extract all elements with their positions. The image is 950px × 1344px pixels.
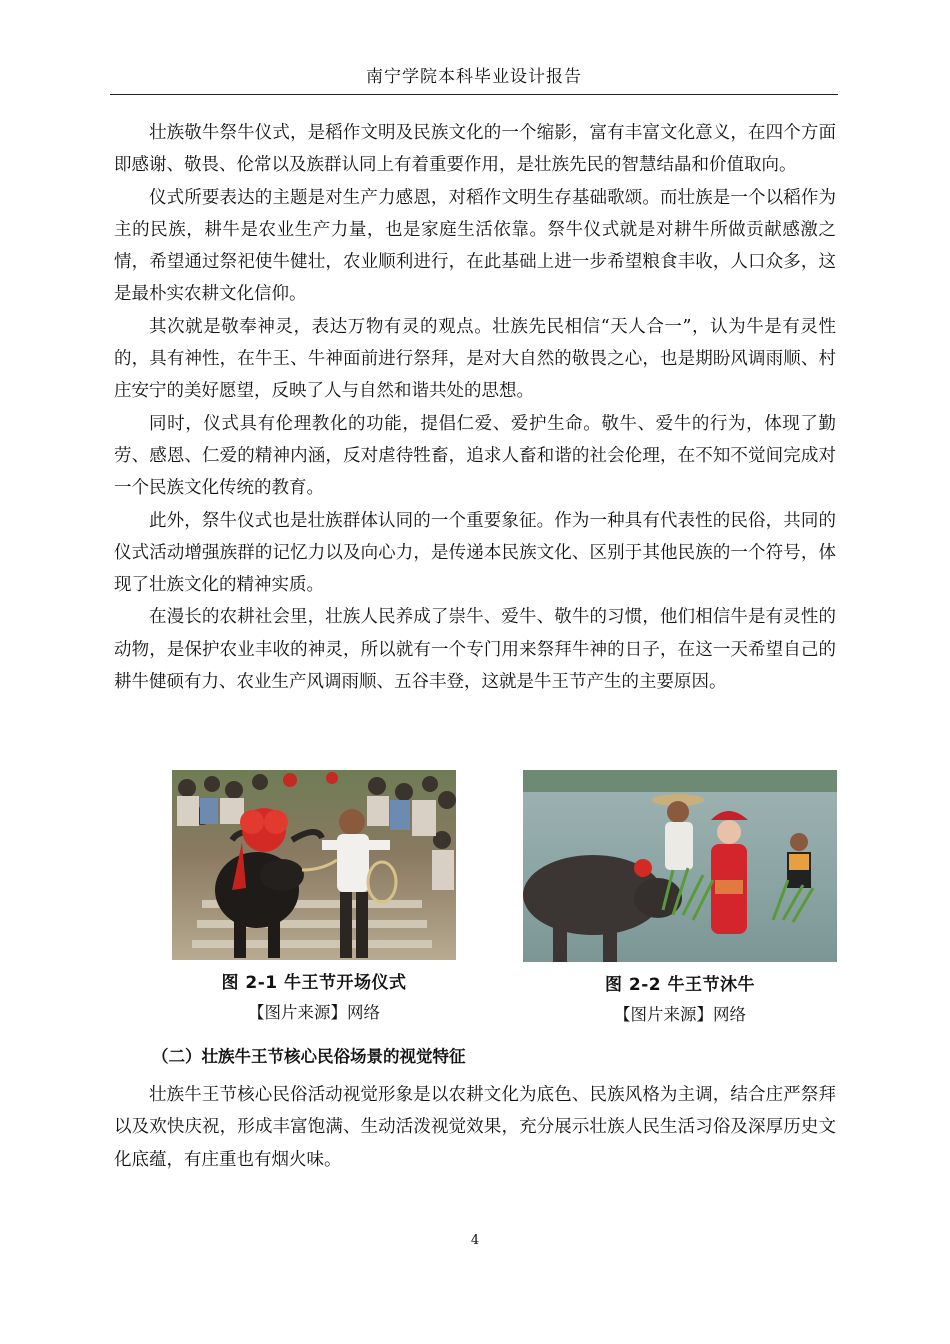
paragraph-2: 仪式所要表达的主题是对生产力感恩，对稻作文明生存基础歌颂。而壮族是一个以稻作为主的民族，耕牛是农业生产力量，也是家庭生活依靠。祭牛仪式就是对耕牛所做贡献感激之情，希望通过祭祀使牛健壮，农业顺利进行，在此基础上进一步希望粮食丰收，人口众多，这是最朴实农耕文化信仰。 [114,187,836,305]
page-number: 4 [470,1233,480,1248]
ox-king-opening-ceremony-photo [172,770,456,960]
paragraph-5: 此外，祭牛仪式也是壮族群体认同的一个重要象征。作为一种具有代表性的民俗，共同的仪式活动增强族群的记忆力以及向心力，是传递本民族文化、区别于其他民族的一个符号，体现了壮族文化的精神实质。 [114,510,836,596]
paragraph-1: 壮族敬牛祭牛仪式，是稻作文明及民族文化的一个缩影，富有丰富文化意义，在四个方面即感谢、敬畏、伦常以及族群认同上有着重要作用，是壮族先民的智慧结晶和价值取向。 [114,123,836,176]
header-divider [110,94,838,95]
body-text [114,117,836,698]
section-heading: （二）壮族牛王节核心民俗场景的视觉特征 [152,1047,466,1066]
figure-2-1-caption: 图 2-1 牛王节开场仪式 [221,973,407,993]
paragraph-3: 其次就是敬奉神灵，表达万物有灵的观点。壮族先民相信“天人合一”，认为牛是有灵性的，具有神性，在牛王、牛神面前进行祭拜，是对大自然的敬畏之心，也是期盼风调雨顺、村庄安宁的美好愿望，反映了人与自然和谐共处的思想。 [114,316,836,402]
section-paragraph: 壮族牛王节核心民俗活动视觉形象是以农耕文化为底色、民族风格为主调，结合庄严祭拜以及欢快庆祝，形成丰富饱满、生动活泼视觉效果，充分展示壮族人民生活习俗及深厚历史文化底蕴，有庄重也有烟火味。 [114,1085,836,1170]
section-body [114,1079,836,1176]
figure-2-2 [515,770,845,1025]
figure-2-2-source: 【图片来源】网络 [614,1005,746,1024]
paragraph-6: 在漫长的农耕社会里，壮族人民养成了崇牛、爱牛、敬牛的习惯，他们相信牛是有灵性的动物，是保护农业丰收的神灵，所以就有一个专门用来祭拜牛神的日子，在这一天希望自己的耕牛健硕有力、农业生产风调雨顺、五谷丰登，这就是牛王节产生的主要原因。 [114,607,836,693]
figure-2-2-caption: 图 2-2 牛王节沐牛 [604,975,756,995]
figure-2-1-source: 【图片来源】网络 [248,1003,380,1022]
ox-bathing-photo [523,770,837,962]
figure-2-1 [164,770,464,1023]
page-header-title: 南宁学院本科毕业设计报告 [366,67,582,87]
paragraph-4: 同时，仪式具有伦理教化的功能，提倡仁爱、爱护生命。敬牛、爱牛的行为，体现了勤劳、感恩、仁爱的精神内涵，反对虐待牲畜，追求人畜和谐的社会伦理，在不知不觉间完成对一个民族文化传统的教育。 [114,413,836,499]
figure-row [110,770,840,1030]
